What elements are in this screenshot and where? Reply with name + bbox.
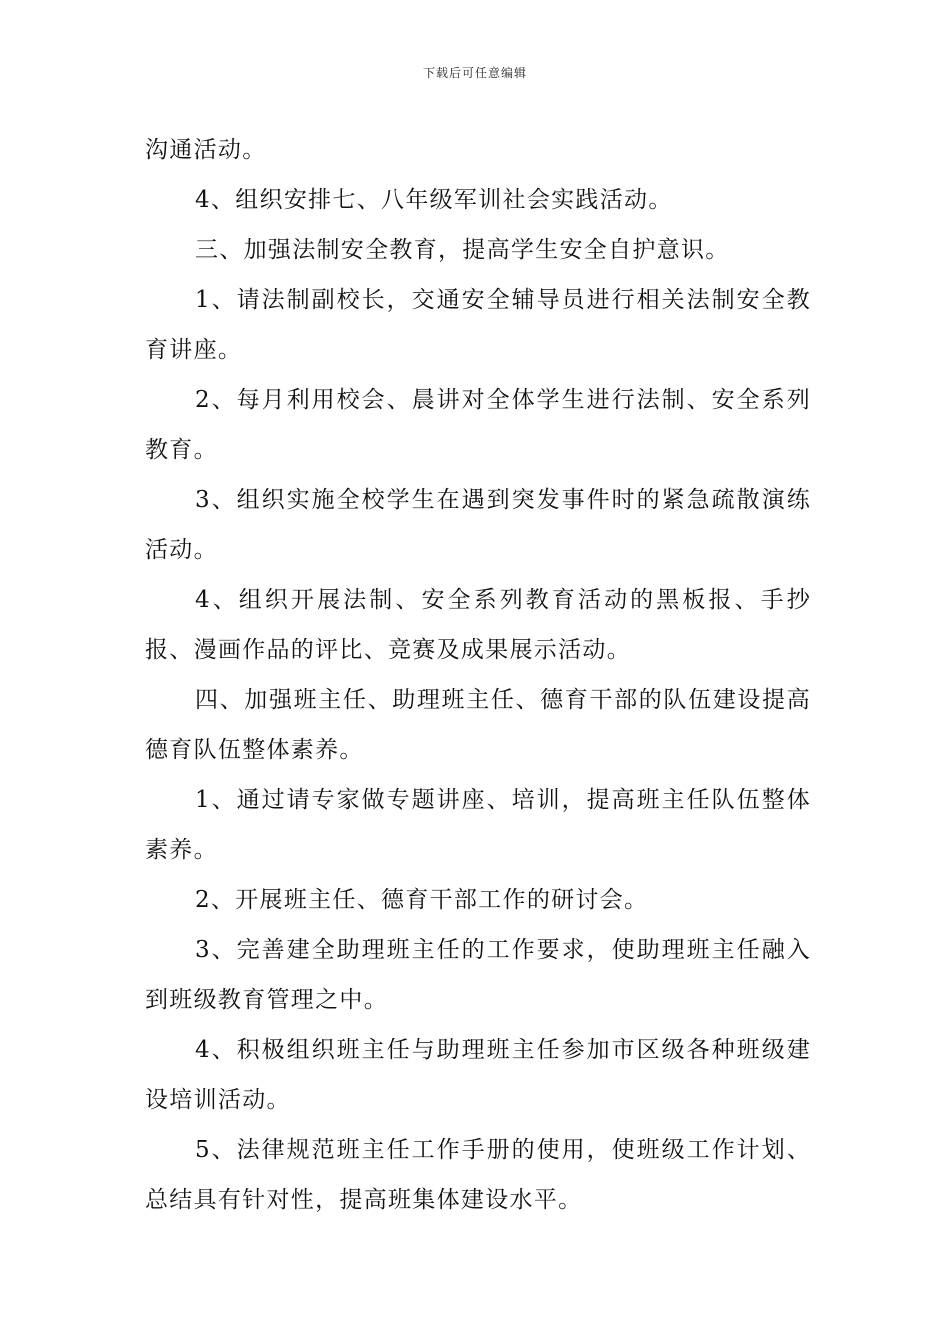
paragraph: 3、完善建全助理班主任的工作要求，使助理班主任融入到班级教育管理之中。 xyxy=(145,937,811,1013)
paragraph: 3、组织实施全校学生在遇到突发事件时的紧急疏散演练活动。 xyxy=(145,487,811,563)
paragraph: 4、组织开展法制、安全系列教育活动的黑板报、手抄报、漫画作品的评比、竞赛及成果展示活动。 xyxy=(145,587,811,663)
paragraph-continuation: 沟通活动。 xyxy=(145,137,267,163)
paragraph: 5、法律规范班主任工作手册的使用，使班级工作计划、总结具有针对性，提高班集体建设水平。 xyxy=(145,1137,811,1213)
paragraph: 4、组织安排七、八年级军训社会实践活动。 xyxy=(195,187,673,213)
document-body xyxy=(145,125,811,1225)
section-heading-3: 三、加强法制安全教育，提高学生安全自护意识。 xyxy=(195,237,730,263)
paragraph: 2、每月利用校会、晨讲对全体学生进行法制、安全系列教育。 xyxy=(145,387,811,463)
paragraph: 2、开展班主任、德育干部工作的研讨会。 xyxy=(195,887,649,913)
page-header: 下载后可任意编辑 xyxy=(422,66,527,80)
section-heading-4: 四、加强班主任、助理班主任、德育干部的队伍建设提高德育队伍整体素养。 xyxy=(145,687,811,763)
paragraph: 1、通过请专家做专题讲座、培训，提高班主任队伍整体素养。 xyxy=(145,787,811,863)
paragraph: 1、请法制副校长，交通安全辅导员进行相关法制安全教育讲座。 xyxy=(145,287,811,363)
paragraph: 4、积极组织班主任与助理班主任参加市区级各种班级建设培训活动。 xyxy=(145,1037,811,1113)
